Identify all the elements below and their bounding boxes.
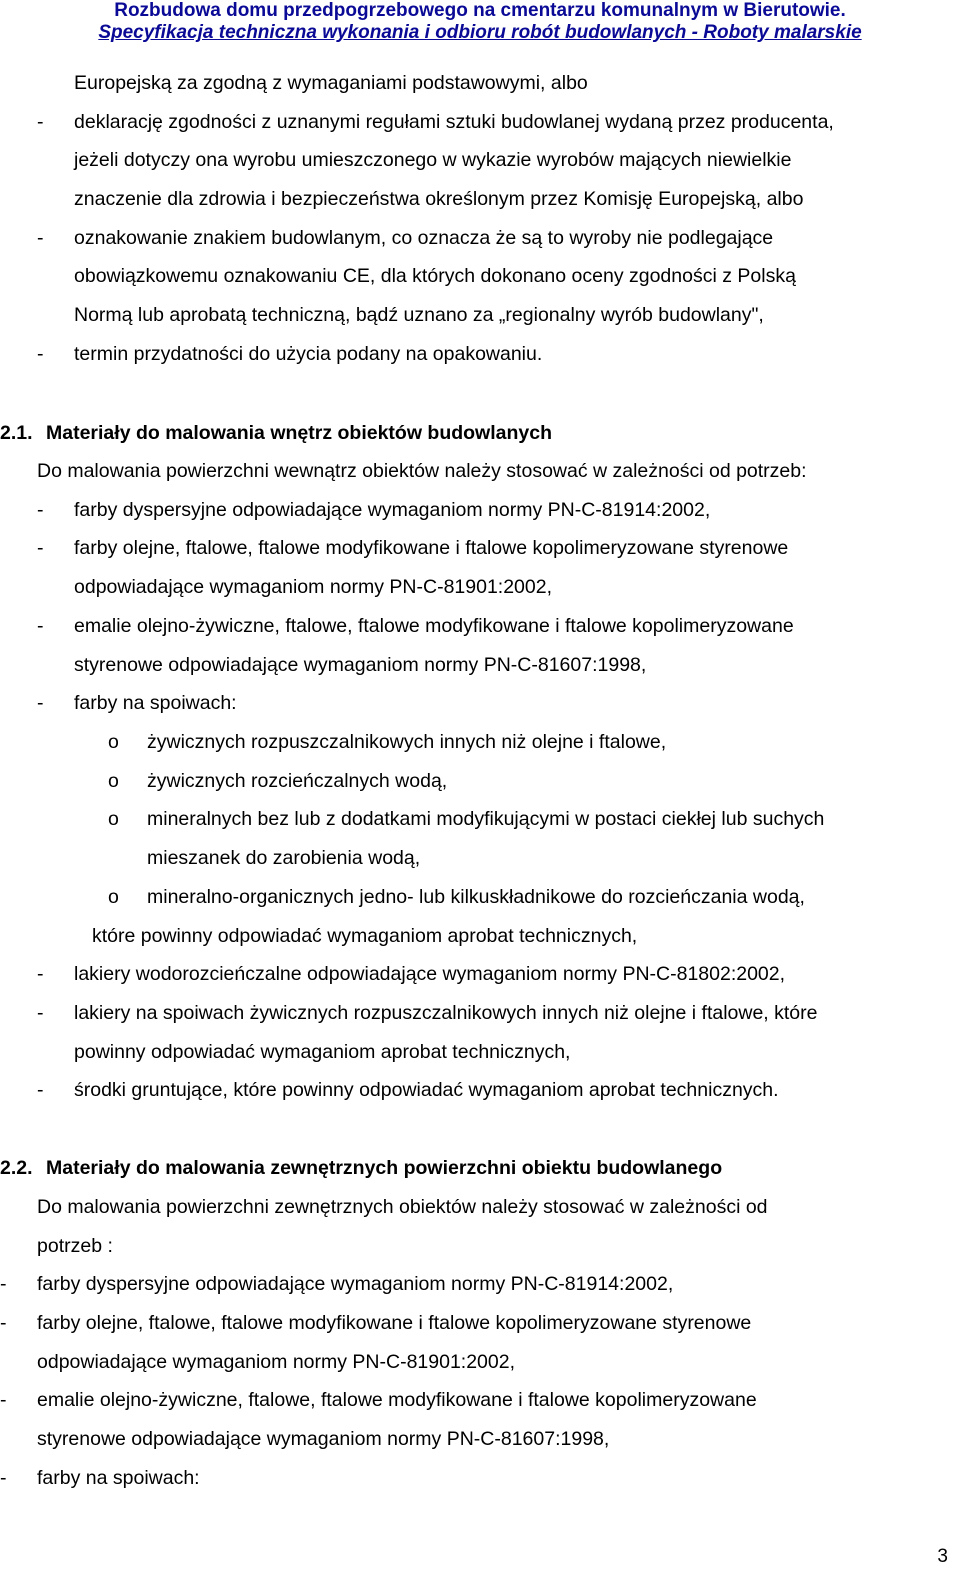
page-number: 3: [937, 1546, 948, 1567]
intro-dash1-a: deklarację zgodności z uznanymi regułami sztuki budowlanej wydaną przez producenta,: [74, 111, 834, 133]
s22-item-4: farby na spoiwach:: [37, 1467, 200, 1489]
s21-item-2b: odpowiadające wymaganiom normy PN-C-81901:2002,: [74, 576, 553, 598]
s21-sub-3a: mineralnych bez lub z dodatkami modyfikującymi w postaci ciekłej lub suchych: [147, 808, 825, 830]
s21-sub-2: żywicznych rozcieńczalnych wodą,: [147, 770, 448, 792]
dash-marker: -: [37, 1002, 44, 1024]
dash-marker: -: [0, 1389, 7, 1411]
s21-sub-1: żywicznych rozpuszczalnikowych innych niż olejne i ftalowe,: [147, 731, 667, 753]
bullet-marker: o: [108, 886, 119, 908]
intro-dash2-c: Normą lub aprobatą techniczną, bądź uznano za „regionalny wyrób budowlany",: [74, 304, 764, 326]
s21-item-2a: farby olejne, ftalowe, ftalowe modyfikowane i ftalowe kopolimeryzowane styrenowe: [74, 537, 789, 559]
section-2-2-lead-b: potrzeb :: [37, 1235, 113, 1257]
intro-dash1-b: jeżeli dotyczy ona wyrobu umieszczonego w wykazie wyrobów mających niewielkie: [74, 149, 792, 171]
dash-marker: -: [0, 1273, 7, 1295]
dash-marker: -: [37, 537, 44, 559]
s21-sub-4: mineralno-organicznych jedno- lub kilkuskładnikowe do rozcieńczania wodą,: [147, 886, 805, 908]
s21-item-3b: styrenowe odpowiadające wymaganiom normy PN-C-81607:1998,: [74, 654, 647, 676]
section-2-1-number: 2.1.: [0, 422, 33, 444]
s22-item-1: farby dyspersyjne odpowiadające wymaganiom normy PN-C-81914:2002,: [37, 1273, 674, 1295]
intro-line-1: Europejską za zgodną z wymaganiami podstawowymi, albo: [74, 72, 588, 94]
section-2-1-title: Materiały do malowania wnętrz obiektów budowlanych: [46, 422, 553, 444]
section-2-1-lead: Do malowania powierzchni wewnątrz obiektów należy stosować w zależności od potrzeb:: [37, 460, 807, 482]
s22-item-3b: styrenowe odpowiadające wymaganiom normy PN-C-81607:1998,: [37, 1428, 610, 1450]
section-2-2-number: 2.2.: [0, 1157, 33, 1179]
header-title: Rozbudowa domu przedpogrzebowego na cmentarzu komunalnym w Bierutowie.: [114, 0, 846, 21]
s22-item-3a: emalie olejno-żywiczne, ftalowe, ftalowe modyfikowane i ftalowe kopolimeryzowane: [37, 1389, 757, 1411]
dash-marker: -: [37, 227, 44, 249]
dash-marker: -: [37, 615, 44, 637]
intro-dash2-a: oznakowanie znakiem budowlanym, co oznacza że są to wyroby nie podlegające: [74, 227, 774, 249]
bullet-marker: o: [108, 731, 119, 753]
s21-after-subs: które powinny odpowiadać wymaganiom aprobat technicznych,: [92, 925, 638, 947]
dash-marker: -: [37, 692, 44, 714]
bullet-marker: o: [108, 808, 119, 830]
dash-marker: -: [37, 499, 44, 521]
dash-marker: -: [37, 1079, 44, 1101]
s21-item-6a: lakiery na spoiwach żywicznych rozpuszczalnikowych innych niż olejne i ftalowe, które: [74, 1002, 818, 1024]
dash-marker: -: [37, 963, 44, 985]
s21-sub-3b: mieszanek do zarobienia wodą,: [147, 847, 421, 869]
section-2-2-title: Materiały do malowania zewnętrznych powierzchni obiektu budowlanego: [46, 1157, 723, 1179]
s21-item-6b: powinny odpowiadać wymaganiom aprobat technicznych,: [74, 1041, 571, 1063]
s21-item-1: farby dyspersyjne odpowiadające wymaganiom normy PN-C-81914:2002,: [74, 499, 711, 521]
dash-marker: -: [37, 343, 44, 365]
section-2-2-lead-a: Do malowania powierzchni zewnętrznych obiektów należy stosować w zależności od: [37, 1196, 768, 1218]
s21-item-4: farby na spoiwach:: [74, 692, 237, 714]
dash-marker: -: [37, 111, 44, 133]
dash-marker: -: [0, 1467, 7, 1489]
s21-item-7: środki gruntujące, które powinny odpowiadać wymaganiom aprobat technicznych.: [74, 1079, 779, 1101]
s22-item-2b: odpowiadające wymaganiom normy PN-C-81901:2002,: [37, 1351, 516, 1373]
intro-dash1-c: znaczenie dla zdrowia i bezpieczeństwa określonym przez Komisję Europejską, albo: [74, 188, 804, 210]
intro-dash3: termin przydatności do użycia podany na opakowaniu.: [74, 343, 543, 365]
s21-item-5: lakiery wodorozcieńczalne odpowiadające wymaganiom normy PN-C-81802:2002,: [74, 963, 786, 985]
s22-item-2a: farby olejne, ftalowe, ftalowe modyfikowane i ftalowe kopolimeryzowane styrenowe: [37, 1312, 752, 1334]
bullet-marker: o: [108, 770, 119, 792]
header-subtitle: Specyfikacja techniczna wykonania i odbioru robót budowlanych - Roboty malarskie: [98, 22, 862, 43]
dash-marker: -: [0, 1312, 7, 1334]
intro-dash2-b: obowiązkowemu oznakowaniu CE, dla których dokonano oceny zgodności z Polską: [74, 265, 796, 287]
s21-item-3a: emalie olejno-żywiczne, ftalowe, ftalowe modyfikowane i ftalowe kopolimeryzowane: [74, 615, 794, 637]
